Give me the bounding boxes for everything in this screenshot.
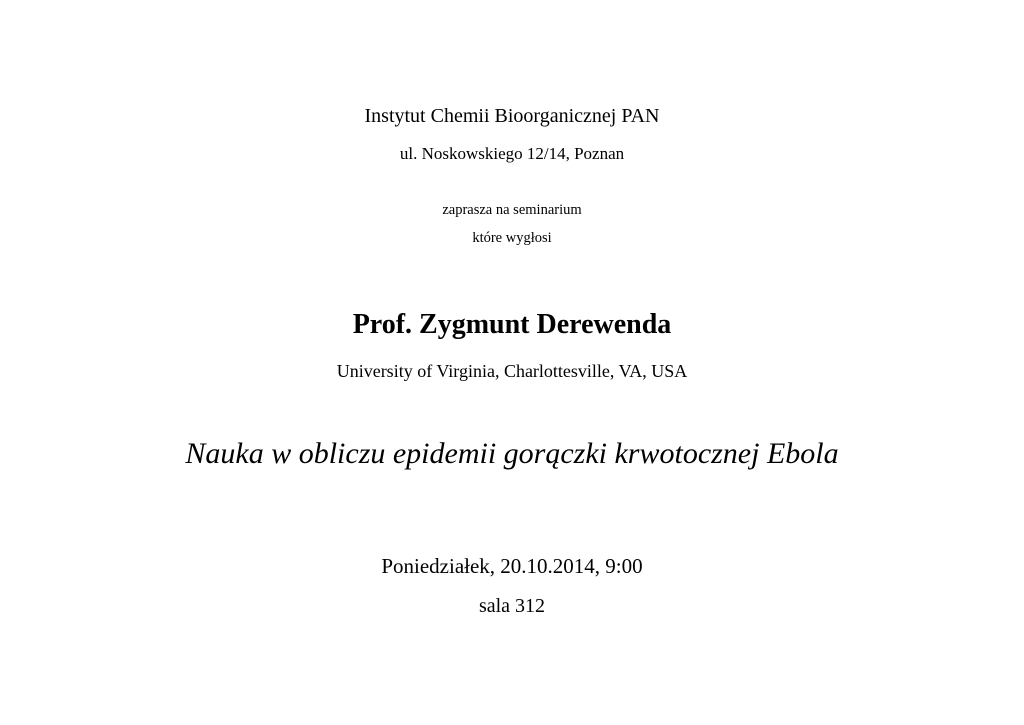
event-room: sala 312 [478,595,546,617]
invitation-line-1: zaprasza na seminarium [442,202,582,218]
institute-name: Instytut Chemii Bioorganicznej PAN [364,105,660,127]
invitation-line-2: które wygłosi [472,230,552,246]
talk-title: Nauka w obliczu epidemii gorączki krwotocznej Ebola [185,437,839,470]
speaker-affiliation: University of Virginia, Charlottesville, VA, USA [336,361,688,381]
institute-address: ul. Noskowskiego 12/14, Poznan [399,144,625,163]
event-datetime: Poniedziałek, 20.10.2014, 9:00 [381,554,643,578]
speaker-name: Prof. Zygmunt Derewenda [352,309,672,340]
